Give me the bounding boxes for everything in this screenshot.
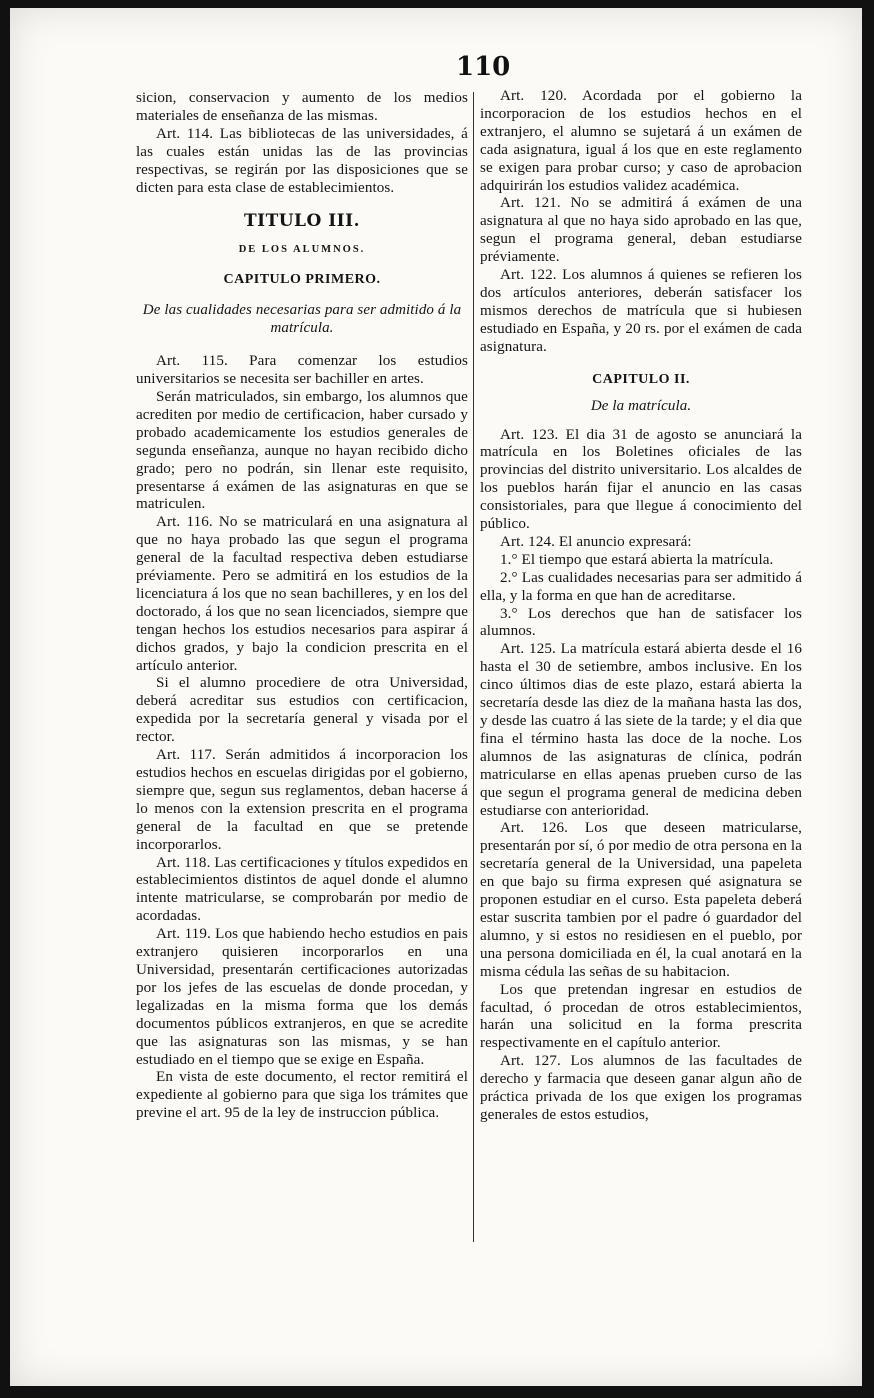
list-item-1: 1.° El tiempo que estará abierta la matrícula. xyxy=(500,551,774,568)
capitulo-subheading: De las cualidades necesarias para ser admitido á la matrícula. xyxy=(142,302,462,337)
paragraph-art-124: Art. 124. El anuncio expresará: xyxy=(500,533,692,550)
paragraph-art-127: Art. 127. Los alumnos de las facultades de derecho y farmacia que deseen ganar algun año de práctica privada de los que exigen los programas generales de estos estudios, xyxy=(480,1053,802,1123)
paragraph-art-126: Art. 126. Los que deseen matricularse, presentarán por sí, ó por medio de otra persona en la secretaría general de la Universidad, una papeleta en que bajo su firma expresen qué asignatura se proponen estudiar en el curso. Esta papeleta deberá estar suscrita tambien por el padre ó guardador del alumno, y si estos no residiesen en el pueblo, por una persona domiciliada en él, la cual anotará en la misma cédula las señas de su habitacion. xyxy=(480,820,802,980)
paragraph-art-119: Art. 119. Los que habiendo hecho estudios en pais extranjero quisieren incorporarlos en una Universidad, presentarán certificaciones autorizadas por los jefes de las escuelas de donde procedan, y legalizadas en la misma forma que los demás documentos públicos extranjeros, en que se acredite que las asignaturas son las mismas, y se han estudiado en el tiempo que se exige en España. xyxy=(136,926,468,1068)
capitulo-heading: CAPITULO PRIMERO. xyxy=(223,272,381,288)
paragraph-art-125: Art. 125. La matrícula estará abierta desde el 16 hasta el 30 de setiembre, ambos inclusive. En los cinco últimos dias de este plazo, estará abierta la secretaría desde las diez de la mañana hasta las dos, y desde las cuatro á las siete de la tarde; y el dia que fina el término hasta las doce de la noche. Los alumnos de las asignaturas de clínica, podrán matricularse en ellas apenas prueben curso de las que segun el programa general de medicina deben estudiarse con anterioridad. xyxy=(480,641,802,819)
paragraph-art-115: Art. 115. Para comenzar los estudios universitarios se necesita ser bachiller en artes. xyxy=(136,353,468,388)
list-item-2: 2.° Las cualidades necesarias para ser admitido á ella, y la forma en que han de acreditarse. xyxy=(480,569,802,604)
paragraph-art-119-b: En vista de este documento, el rector remitirá el expediente al gobierno para que siga los trámites que previne el art. 95 de la ley de instruccion pública. xyxy=(136,1069,468,1122)
paragraph-art-120: Art. 120. Acordada por el gobierno la incorporacion de los estudios hechos en el extranjero, el alumno se sujetará á un exámen de cada asignatura, igual á los que en este reglamento se exigen para probar curso; y caso de aprobacion adquirirán los estudios validez académica. xyxy=(480,88,802,194)
paragraph-art-123: Art. 123. El dia 31 de agosto se anunciará la matrícula en los Boletines oficiales de las provincias del distrito universitario. Los alcaldes de los pueblos harán fijar el anuncio en las casas consistoriales, para que llegue á conocimiento del público. xyxy=(480,426,802,533)
paragraph-art-126-b: Los que pretendan ingresar en estudios de facultad, ó procedan de otros establecimientos, harán una solicitud en la forma prescrita respectivamente en el capítulo anterior. xyxy=(480,981,802,1052)
capitulo-ii-heading: CAPITULO II. xyxy=(592,371,690,387)
paragraph-art-117: Art. 117. Serán admitidos á incorporacion los estudios hechos en escuelas dirigidas por el gobierno, siempre que, segun sus reglamentos, deban hacerse á lo menos con la extension prescrita en el programa general de la facultad en que se pretende incorporarlos. xyxy=(136,747,468,853)
document-page xyxy=(10,8,862,1386)
paragraph-art-116: Art. 116. No se matriculará en una asignatura al que no haya probado las que segun el programa general de la facultad respectiva deben estudiarse préviamente. Pero se admitirá en los estudios de la licenciatura á los que no sean bachilleres, y en los del doctorado, á los que no sean licenciados, siempre que tengan hechos los estudios necesarios para aspirar á dichos grados, y bajo la condicion prescrita en el artículo anterior. xyxy=(136,514,468,674)
paragraph-art-118: Art. 118. Las certificaciones y títulos expedidos en establecimientos distintos de aquel donde el alumno intente matricularse, se comprobarán por medio de acordadas. xyxy=(136,854,468,925)
paragraph-art-114: Art. 114. Las bibliotecas de las universidades, á las cuales están unidas las de las provincias respectivas, se regirán por las disposiciones que se dicten para esta clase de establecimientos. xyxy=(136,125,468,196)
right-column xyxy=(480,88,802,1125)
page-number: 110 xyxy=(456,52,511,82)
paragraph-continuation: sicion, conservacion y aumento de los medios materiales de enseñanza de las mismas. xyxy=(136,90,468,124)
titulo-subheading: DE LOS ALUMNOS. xyxy=(238,244,366,256)
column-divider xyxy=(473,92,474,1242)
titulo-heading: TITULO III. xyxy=(243,211,361,232)
paragraph-art-122: Art. 122. Los alumnos á quienes se refieren los dos artículos anteriores, deberán satisfacer los mismos derechos de matrícula que si hubiesen estudiado en España, y 20 rs. por el exámen de cada asignatura. xyxy=(480,267,802,355)
capitulo-ii-subheading: De la matrícula. xyxy=(590,397,692,414)
left-column xyxy=(136,90,468,1123)
paragraph-art-116-b: Si el alumno procediere de otra Universidad, deberá acreditar sus estudios con certificacion, expedida por la secretaría general y visada por el rector. xyxy=(136,675,468,746)
paragraph-art-121: Art. 121. No se admitirá á exámen de una asignatura al que no haya sido aprobado en las que, segun el programa general, deban estudiarse préviamente. xyxy=(480,195,802,266)
list-item-3: 3.° Los derechos que han de satisfacer los alumnos. xyxy=(480,605,802,640)
paragraph-art-115-b: Serán matriculados, sin embargo, los alumnos que acrediten por medio de certificacion, haber cursado y probado academicamente los estudios generales de segunda enseñanza, aunque no hayan recibido dicho grado; pero no podrán, sin llenar este requisito, presentarse á exámen de las asignaturas en que se matriculen. xyxy=(136,388,468,513)
